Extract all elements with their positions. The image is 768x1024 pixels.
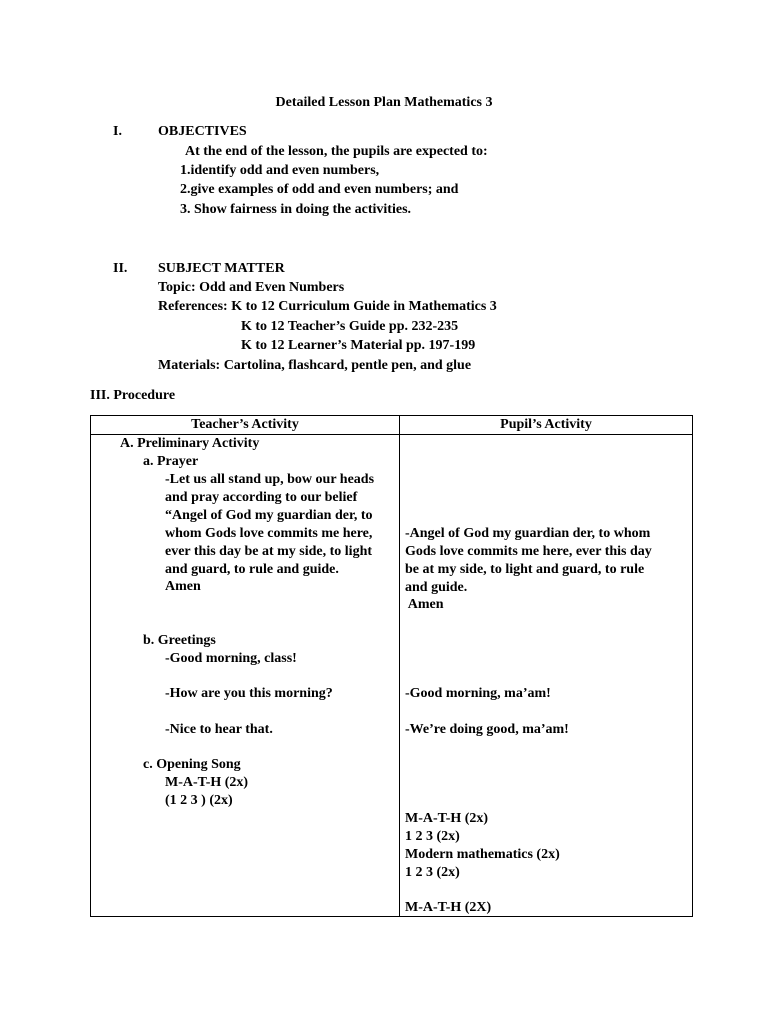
reference-line: References: K to 12 Curriculum Guide in Mathematics 3 [158, 299, 497, 314]
pupil-song-line: 1 2 3 (2x) [405, 865, 460, 880]
objective-item: 3. Show fairness in doing the activities. [180, 202, 412, 217]
teacher-song-line: M-A-T-H (2x) [165, 775, 249, 790]
reference-line: K to 12 Teacher’s Guide pp. 232-235 [241, 319, 459, 334]
teacher-prayer-line: and guard, to rule and guide. [165, 562, 339, 577]
subject-matter-heading: SUBJECT MATTER [158, 261, 285, 276]
subject-matter-numeral: II. [113, 261, 128, 276]
reference-line: K to 12 Learner’s Material pp. 197-199 [241, 338, 476, 353]
topic-line: Topic: Odd and Even Numbers [158, 280, 345, 295]
teacher-prayer-line: ever this day be at my side, to light [165, 544, 373, 559]
materials-line: Materials: Cartolina, flashcard, pentle pen, and glue [158, 358, 472, 373]
objectives-numeral: I. [113, 124, 122, 139]
opening-song-label: c. Opening Song [143, 757, 241, 772]
pupil-song-line: Modern mathematics (2x) [405, 847, 560, 862]
teacher-greeting-line: -Nice to hear that. [165, 722, 273, 737]
pupil-prayer-line: Gods love commits me here, ever this day [405, 544, 652, 559]
teacher-prayer-line: “Angel of God my guardian der, to [165, 508, 373, 523]
objective-item: 1.identify odd and even numbers, [180, 163, 380, 178]
teacher-prayer-line: Amen [165, 579, 201, 594]
pupil-prayer-line: Amen [405, 597, 444, 612]
teacher-greeting-line: -How are you this morning? [165, 686, 333, 701]
preliminary-activity-heading: A. Preliminary Activity [120, 436, 260, 451]
pupil-prayer-line: -Angel of God my guardian der, to whom [405, 526, 651, 541]
greetings-label: b. Greetings [143, 633, 216, 648]
teacher-prayer-line: whom Gods love commits me here, [165, 526, 373, 541]
teacher-song-line: (1 2 3 ) (2x) [165, 793, 233, 808]
procedure-table [90, 415, 693, 917]
document-title: Detailed Lesson Plan Mathematics 3 [275, 95, 493, 110]
objectives-heading: OBJECTIVES [158, 124, 247, 139]
pupil-activity-header: Pupil’s Activity [500, 417, 592, 432]
procedure-heading: III. Procedure [90, 388, 176, 403]
teacher-prayer-line: -Let us all stand up, bow our heads [165, 472, 375, 487]
teacher-greeting-line: -Good morning, class! [165, 651, 297, 666]
objective-item: 2.give examples of odd and even numbers; and [180, 182, 459, 197]
pupil-song-line: M-A-T-H (2x) [405, 811, 489, 826]
pupil-prayer-line: and guide. [405, 580, 468, 595]
column-divider [399, 416, 400, 916]
pupil-song-line: M-A-T-H (2X) [405, 900, 492, 915]
objectives-intro: At the end of the lesson, the pupils are expected to: [185, 144, 488, 159]
pupil-greeting-reply: -We’re doing good, ma’am! [405, 722, 569, 737]
teacher-activity-header: Teacher’s Activity [191, 417, 299, 432]
pupil-greeting-reply: -Good morning, ma’am! [405, 686, 551, 701]
pupil-song-line: 1 2 3 (2x) [405, 829, 460, 844]
teacher-prayer-line: and pray according to our belief [165, 490, 358, 505]
prayer-label: a. Prayer [143, 454, 199, 469]
pupil-prayer-line: be at my side, to light and guard, to rule [405, 562, 645, 577]
